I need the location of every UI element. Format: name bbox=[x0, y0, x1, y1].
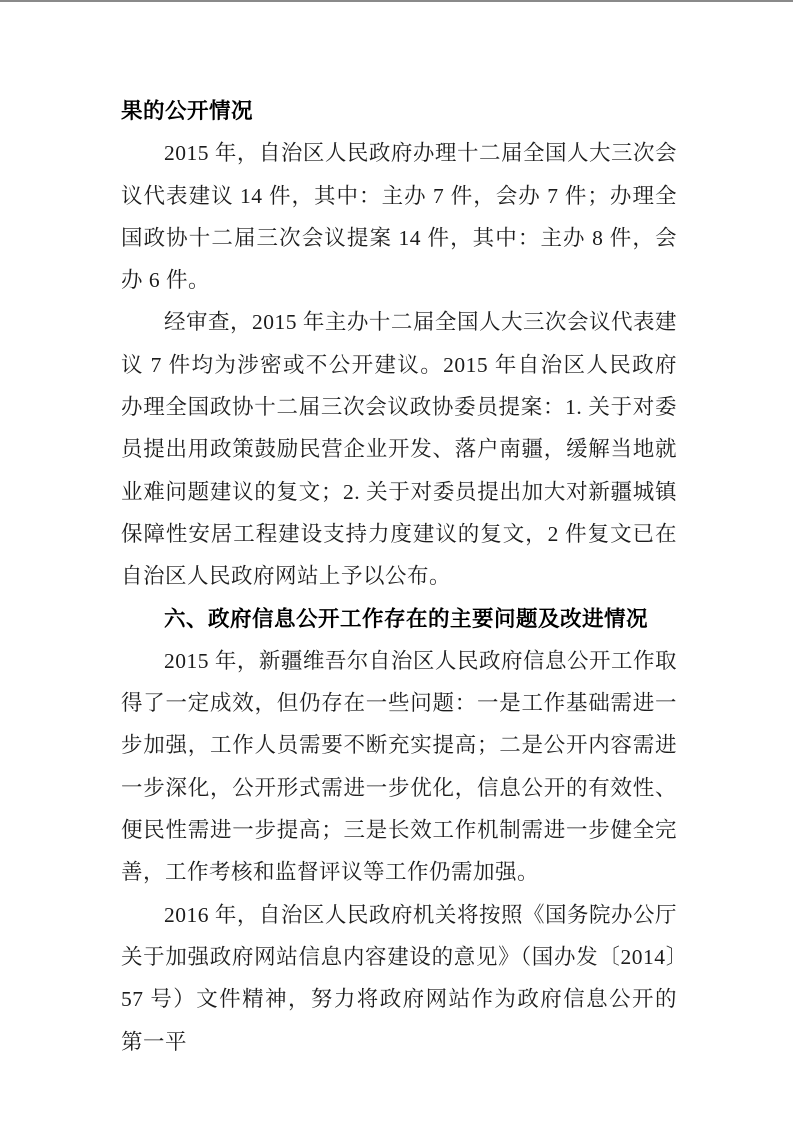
paragraph-review-confidential-and-cppcc-replies: 经审查，2015 年主办十二届全国人大三次会议代表建议 7 件均为涉密或不公开建议。2015 年自治区人民政府办理全国政协十二届三次会议政协委员提案：1. 关于对委员提出用政策鼓励民营企业开发、落户南疆，缓解当地就业难问题建议的复文；2. 关于对委员提出加大对新疆城镇保障性安居工程建设支持力度建议的复文，2 件复文已在自治区人民政府网站上予以公布。 bbox=[121, 310, 677, 589]
heading-continuation-disclosure-status: 果的公开情况 bbox=[121, 99, 254, 123]
section-heading-problems-and-improvements: 六、政府信息公开工作存在的主要问题及改进情况 bbox=[164, 606, 649, 631]
scan-top-edge bbox=[0, 0, 793, 2]
document-body bbox=[121, 90, 677, 1063]
paragraph-2015-achievements-and-problems: 2015 年，新疆维吾尔自治区人民政府信息公开工作取得了一定成效，但仍存在一些问题：一是工作基础需进一步加强，工作人员需要不断充实提高；二是公开内容需进一步深化，公开形式需进一步优化，信息公开的有效性、便民性需进一步提高；三是长效工作机制需进一步健全完善，工作考核和监督评议等工作仍需加强。 bbox=[121, 648, 677, 885]
paragraph-2015-suggestions-proposals-counts: 2015 年，自治区人民政府办理十二届全国人大三次会议代表建议 14 件，其中：主办 7 件，会办 7 件；办理全国政协十二届三次会议提案 14 件，其中：主办 8 件，会办 6 件。 bbox=[121, 141, 677, 293]
paragraph-2016-plans: 2016 年，自治区人民政府机关将按照《国务院办公厅关于加强政府网站信息内容建设的意见》（国办发〔2014〕57 号）文件精神，努力将政府网站作为政府信息公开的第一平 bbox=[121, 902, 677, 1054]
